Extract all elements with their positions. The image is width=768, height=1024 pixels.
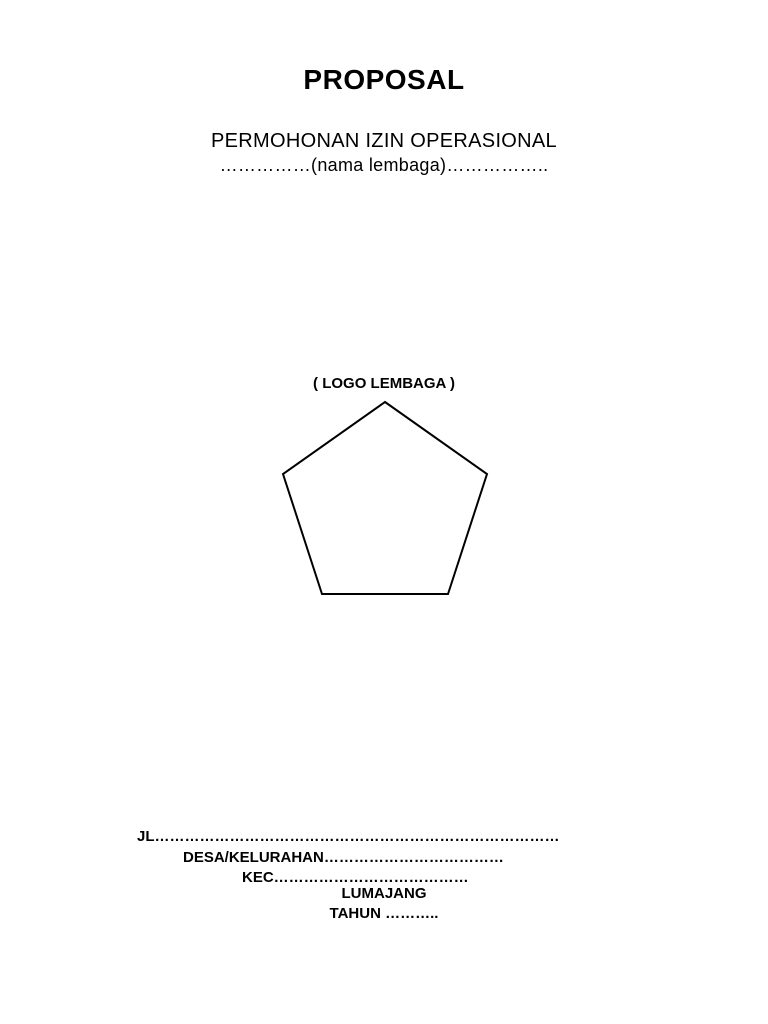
- address-street: JL………………………………………………………………………: [137, 828, 560, 845]
- address-village: DESA/KELURAHAN………………………………: [183, 849, 504, 866]
- logo-placeholder-pentagon-icon: [280, 400, 490, 596]
- address-year: TAHUN ………..: [329, 905, 439, 922]
- logo-label: ( LOGO LEMBAGA ): [313, 375, 455, 392]
- address-city: LUMAJANG: [341, 885, 427, 902]
- document-title: PROPOSAL: [303, 64, 465, 95]
- pentagon-outline: [283, 402, 487, 594]
- address-district: KEC…………………………………: [242, 869, 469, 886]
- institution-name-placeholder: ……………(nama lembaga)……………..: [219, 155, 549, 175]
- document-subtitle: PERMOHONAN IZIN OPERASIONAL: [211, 130, 557, 152]
